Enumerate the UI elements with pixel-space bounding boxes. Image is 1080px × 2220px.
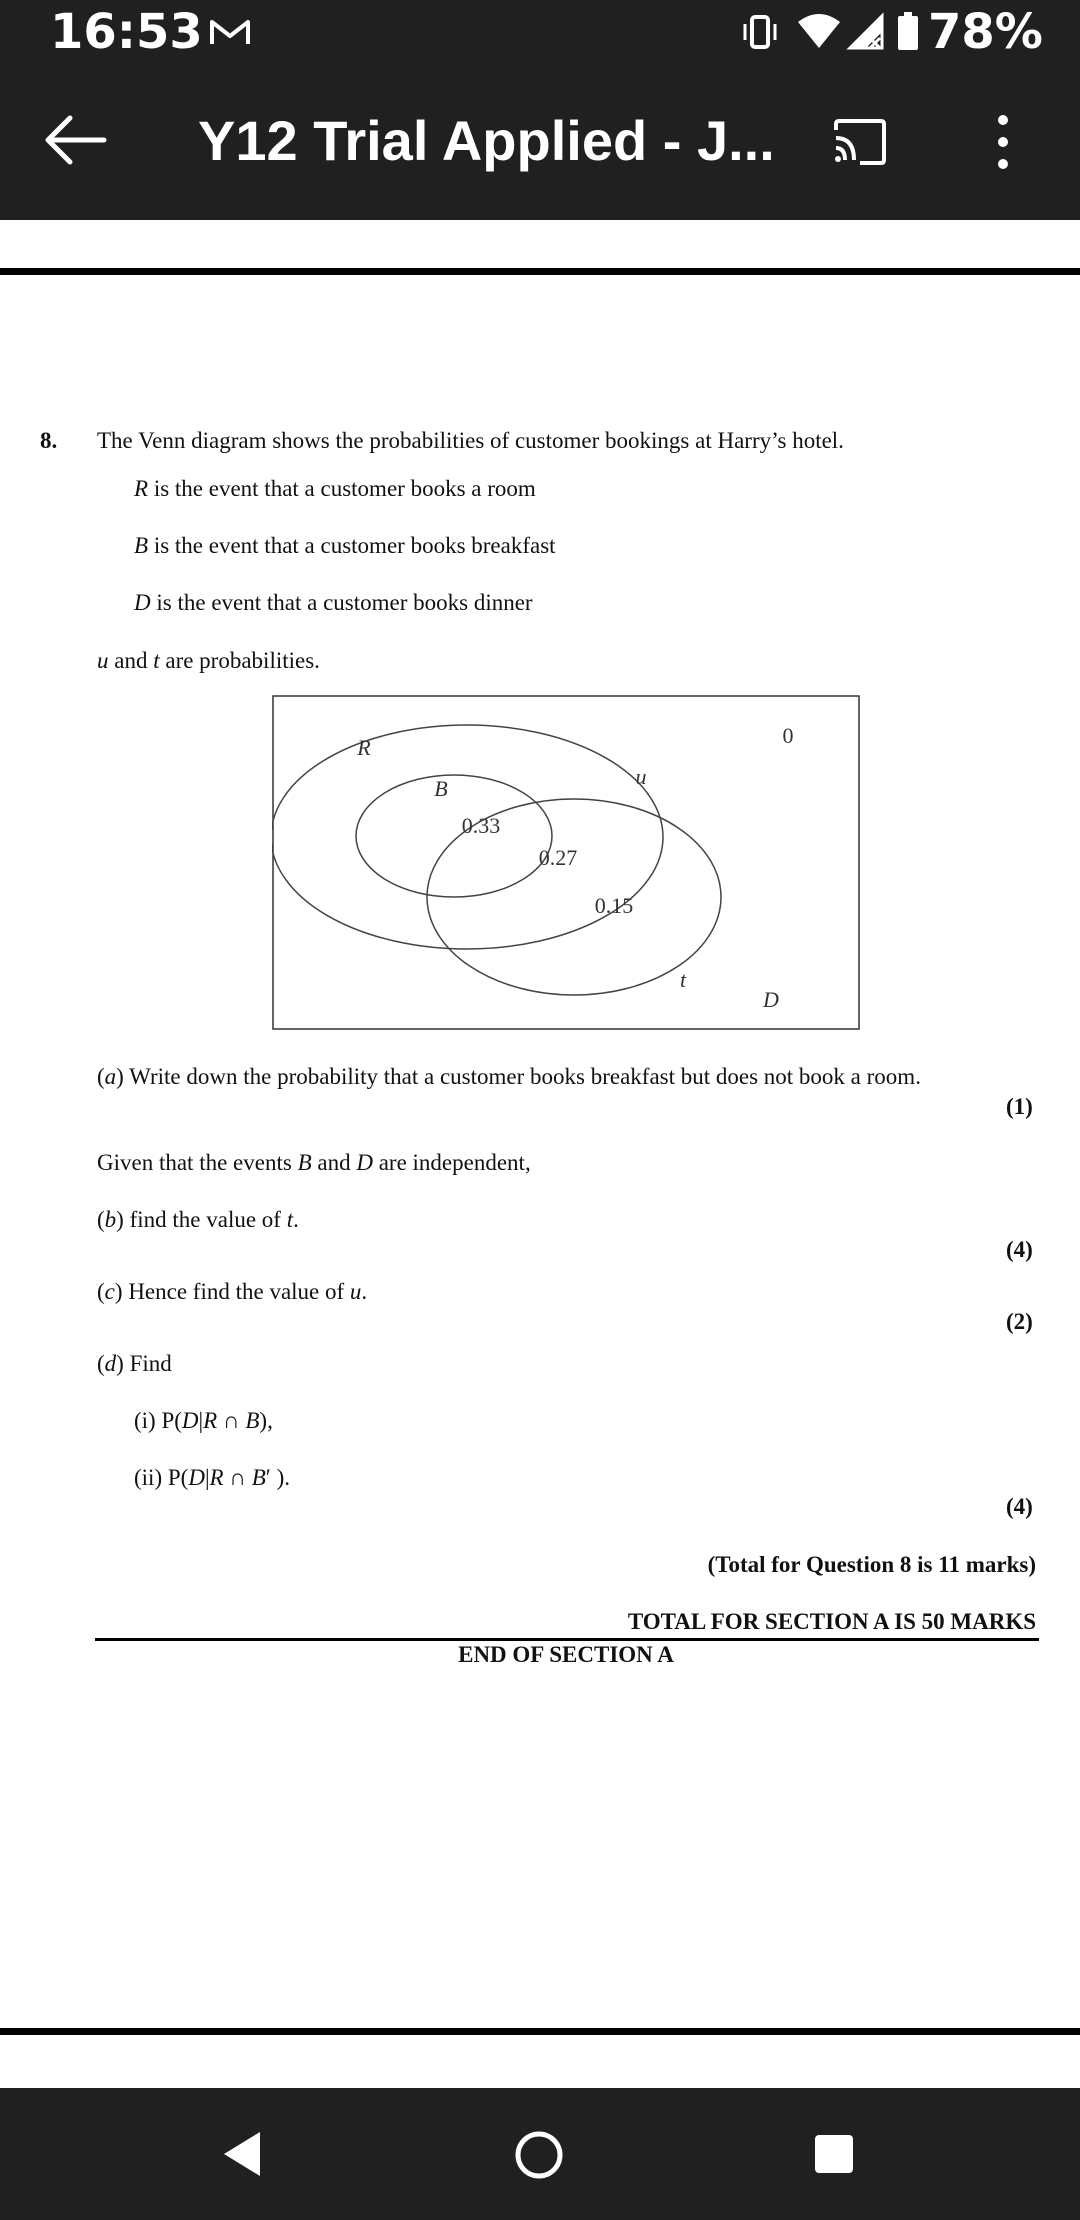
expr-cap: ∩ [217, 1408, 246, 1433]
question-total: (Total for Question 8 is 11 marks) [707, 1552, 1036, 1577]
document-title: Y12 Trial Applied - J... [198, 109, 775, 172]
given-pre: Given that the events [97, 1150, 298, 1175]
expr-cap: ∩ [223, 1465, 252, 1490]
event-text: is the event that a customer books dinner [150, 590, 533, 615]
expr-pre: (i) P( [134, 1408, 182, 1433]
nav-home-icon[interactable] [514, 2130, 564, 2180]
event-r-line [134, 474, 536, 504]
page-top-divider [0, 268, 1080, 275]
question-intro: The Venn diagram shows the probabilities of customer bookings at Harry’s hotel. [97, 428, 844, 453]
event-text: is the event that a customer books a room [148, 476, 536, 501]
expr-bar: | [198, 1408, 204, 1433]
expr-b: B [251, 1465, 266, 1490]
marks-a: (1) [1006, 1094, 1033, 1119]
event-d-line [134, 588, 533, 618]
part-label: d [104, 1351, 117, 1376]
venn-diagram [272, 695, 862, 1031]
event-var: B [134, 533, 149, 558]
marks-d: (4) [1006, 1494, 1033, 1519]
cast-icon[interactable] [832, 118, 888, 166]
expr-d: D [181, 1408, 199, 1433]
expr-pre: (ii) P( [134, 1465, 189, 1490]
label-r: R [357, 735, 371, 760]
var-u: u [97, 648, 109, 673]
given-line [97, 1148, 531, 1178]
event-b-line [134, 531, 556, 561]
part-text: Write down the probability that a customer books breakfast but does not book a room. [123, 1064, 921, 1089]
expr-post: ), [259, 1408, 273, 1433]
expr-post: ′ ). [265, 1465, 290, 1490]
document-page[interactable] [0, 220, 1080, 2088]
var-t: t [153, 648, 160, 673]
part-text: Hence find the value of [122, 1279, 350, 1304]
battery-icon [896, 12, 920, 52]
event-var: D [134, 590, 151, 615]
part-d-i [134, 1406, 273, 1436]
battery-percent: 78% [928, 4, 1043, 60]
given-d: D [356, 1150, 373, 1175]
value-r-and-d: 0.15 [594, 893, 634, 918]
gmail-icon [208, 16, 252, 48]
part-text: Find [123, 1351, 172, 1376]
section-total: TOTAL FOR SECTION A IS 50 MARKS [627, 1609, 1036, 1634]
given-b: B [297, 1150, 312, 1175]
vibrate-icon [740, 14, 780, 50]
section-end: END OF SECTION A [458, 1642, 674, 1667]
marks-b: (4) [1006, 1237, 1033, 1262]
expr-b: B [245, 1408, 260, 1433]
unknowns-mid: and [108, 648, 154, 673]
part-post: . [293, 1207, 299, 1232]
status-time: 16:53 [50, 4, 203, 60]
part-var: t [286, 1207, 294, 1232]
expr-bar: | [204, 1465, 210, 1490]
value-b-only: 0.33 [461, 813, 501, 838]
app-bar [0, 64, 1080, 220]
part-post: . [361, 1279, 368, 1304]
label-d: D [763, 987, 779, 1012]
value-outside: 0 [782, 723, 794, 748]
circle-b [356, 775, 552, 897]
event-text: is the event that a customer books breakfast [148, 533, 556, 558]
part-b: (b) find the value of t. [97, 1207, 299, 1232]
label-b: B [434, 776, 448, 801]
part-a: (a) Write down the probability that a customer books breakfast but does not book a room. [97, 1064, 921, 1089]
label-t: t [679, 967, 687, 992]
part-label: c [104, 1279, 115, 1304]
nav-recents-icon[interactable] [814, 2134, 854, 2174]
part-label: a [104, 1064, 117, 1089]
page-bottom-divider [0, 2028, 1080, 2035]
part-d-ii [134, 1463, 290, 1493]
given-mid: and [311, 1150, 357, 1175]
expr-d: D [188, 1465, 205, 1490]
expr-r: R [209, 1465, 224, 1490]
value-b-and-d: 0.27 [538, 845, 578, 870]
label-u: u [635, 764, 647, 789]
part-label: b [104, 1207, 117, 1232]
given-post: are independent, [372, 1150, 531, 1175]
marks-c: (2) [1006, 1309, 1033, 1334]
nav-back-icon[interactable] [222, 2130, 262, 2178]
more-vert-icon[interactable] [980, 110, 1026, 174]
part-c: (c) Hence find the value of u. [97, 1279, 368, 1304]
unknowns-rest: are probabilities. [159, 648, 320, 673]
expr-r: R [203, 1408, 218, 1433]
unknowns-line [97, 646, 320, 676]
part-var: u [349, 1279, 362, 1304]
question-number: 8. [40, 428, 58, 453]
back-arrow-icon[interactable] [40, 110, 110, 170]
part-text: find the value of [123, 1207, 287, 1232]
wifi-icon [796, 12, 842, 52]
event-var: R [134, 476, 149, 501]
part-d: (d) Find [97, 1351, 172, 1376]
status-bar [0, 0, 1080, 64]
navigation-bar [0, 2088, 1080, 2220]
signal-icon [846, 12, 886, 52]
